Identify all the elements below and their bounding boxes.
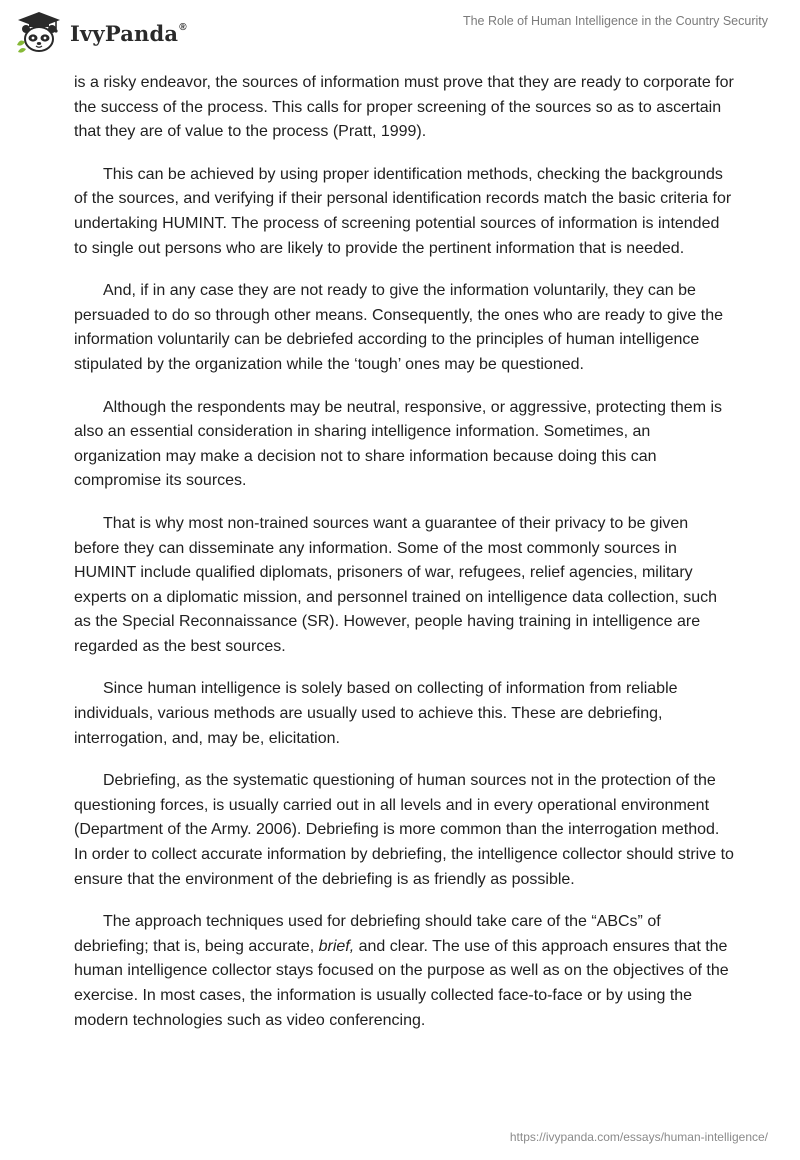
paragraph: This can be achieved by using proper identification methods, checking the backgrounds of the sources, and verifying if their personal identification records match the basic criteria for undertaking HUMINT. The process of screening potential sources of information is intended to single out persons who are likely to provide the pertinent information that is needed. (74, 165, 732, 257)
page-header (0, 0, 800, 64)
registered-mark: ® (179, 21, 187, 33)
logo-name: IvyPanda (70, 20, 179, 46)
paragraph: Debriefing, as the systematic questioning of human sources not in the protection of the questioning forces, is usually carried out in all levels and in every operational environment (Department of the Army. 2006). Debriefing is more common than the interrogation method. In order to collect accurate information by debriefing, the intelligence collector should strive to ensure that the environment of the debriefing is as friendly as possible. (74, 772, 734, 888)
essay-body (74, 71, 734, 1051)
panda-logo-icon (14, 10, 64, 54)
logo-wordmark (70, 21, 187, 46)
paragraph-text-before-italic: The approach techniques used for debriefing should take care of the “ABCs” of debriefing; that is, being accurate, (74, 913, 661, 955)
paragraph: Although the respondents may be neutral, responsive, or aggressive, protecting them is also an essential consideration in sharing intelligence information. Sometimes, an organization may make a decision not to share information because doing this can compromise its sources. (74, 398, 723, 490)
ivypanda-logo[interactable] (14, 10, 187, 54)
italic-word: brief, (318, 937, 355, 955)
document-title: The Role of Human Intelligence in the Country Security (462, 14, 768, 28)
paragraph-text-after-italic: and clear. The use of this approach ensures that the human intelligence collector stays focused on the purpose as well as on the objectives of the exercise. In most cases, the information is usually collected face-to-face or by using the modern technologies such as video conferencing. (74, 937, 729, 1029)
source-url[interactable]: https://ivypanda.com/essays/human-intelligence/ (509, 1130, 768, 1144)
paragraph-continuation: is a risky endeavor, the sources of information must prove that they are ready to corporate for the success of the process. This calls for proper screening of the sources so as to ascertain that they are of value to the process (Pratt, 1999). (74, 74, 734, 141)
paragraph: That is why most non-trained sources want a guarantee of their privacy to be given before they can disseminate any information. Some of the most commonly sources in HUMINT include qualified diplomats, prisoners of war, refugees, relief agencies, military experts on a diplomatic mission, and personnel trained on intelligence data collection, such as the Special Reconnaissance (SR). However, people having training in intelligence are regarded as the best sources. (74, 514, 718, 655)
paragraph: Since human intelligence is solely based on collecting of information from reliable individuals, various methods are usually used to achieve this. These are debriefing, interrogation, and, may be, elicitation. (74, 680, 678, 747)
paragraph-abcs (74, 910, 734, 1033)
paragraph: And, if in any case they are not ready to give the information voluntarily, they can be persuaded to do so through other means. Consequently, the ones who are ready to give the information voluntarily can be debriefed according to the principles of human intelligence stipulated by the organization while the ‘tough’ ones may be questioned. (74, 282, 724, 373)
